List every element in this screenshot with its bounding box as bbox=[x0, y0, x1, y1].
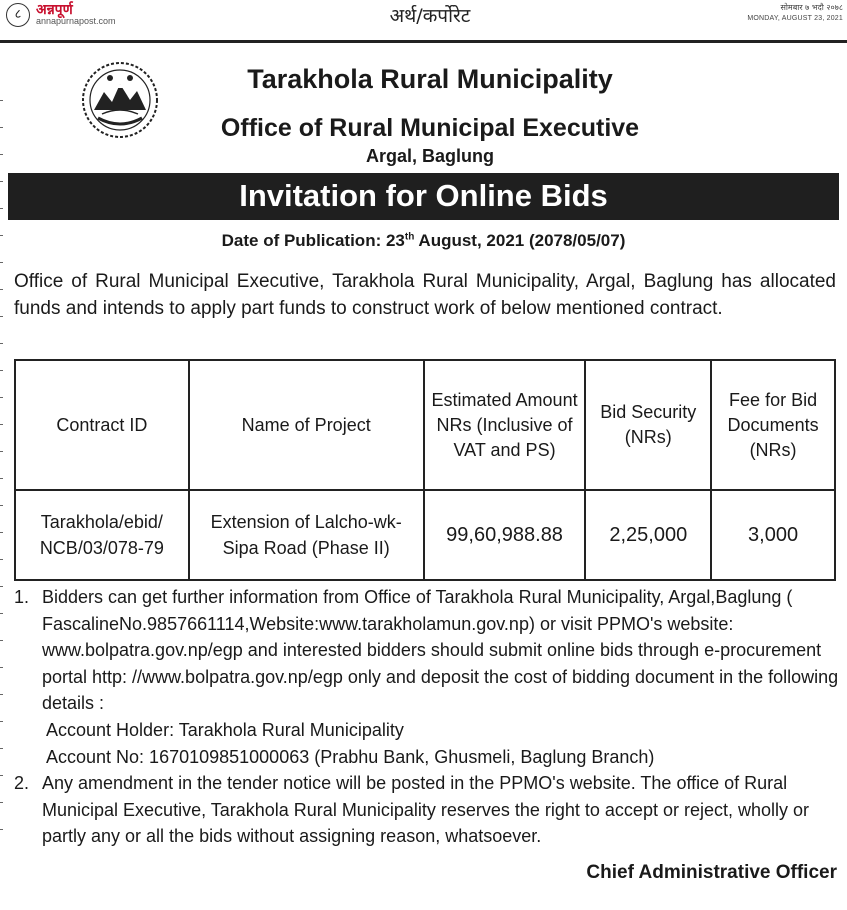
notice-title: Invitation for Online Bids bbox=[239, 178, 608, 213]
municipality-name: Tarakhola Rural Municipality bbox=[247, 64, 613, 94]
date-nepali: सोमबार ७ भदौ २०७८ bbox=[780, 3, 843, 12]
newspaper-brand[interactable]: अन्नपूर्ण bbox=[36, 2, 73, 18]
table-row bbox=[15, 490, 835, 580]
date-english: MONDAY, AUGUST 23, 2021 bbox=[747, 15, 843, 22]
section-title: अर्थ/कर्पोरेट bbox=[389, 5, 471, 27]
list-item bbox=[14, 584, 840, 770]
header-estimated-amount: Estimated Amount NRs (Inclusive of VAT and PS) bbox=[424, 360, 586, 490]
header-bid-fee: Fee for Bid Documents (NRs) bbox=[711, 360, 835, 490]
table-header-row bbox=[15, 360, 835, 490]
cell-bid-security: 2,25,000 bbox=[585, 490, 711, 580]
office-location: Argal, Baglung bbox=[365, 146, 494, 166]
account-number: Account No: 1670109851000063 (Prabhu Bank, Ghusmeli, Baglung Branch) bbox=[46, 746, 655, 767]
office-name: Office of Rural Municipal Executive bbox=[220, 114, 640, 142]
header-bid-security: Bid Security (NRs) bbox=[585, 360, 711, 490]
account-holder: Account Holder: Tarakhola Rural Municipality bbox=[46, 719, 404, 740]
page-number: ८ bbox=[6, 3, 30, 27]
header-contract-id: Contract ID bbox=[15, 360, 189, 490]
publication-date: Date of Publication: 23th August, 2021 (2078/05/07) bbox=[221, 231, 626, 250]
newspaper-masthead bbox=[0, 0, 847, 44]
header-project-name: Name of Project bbox=[189, 360, 424, 490]
note-number: 2. bbox=[14, 773, 30, 794]
cell-project-name: Extension of Lalcho-wk-Sipa Road (Phase II) bbox=[189, 490, 424, 580]
note-text: Any amendment in the tender notice will be posted in the PPMO's website. The office of Rural Municipal Executive, Tarakhola Rural Municipality reserves the right to accept or reject, wholly or partly any or all the bids without assigning reason, whatsoever. bbox=[42, 773, 810, 847]
list-item bbox=[14, 770, 840, 850]
signatory-title: Chief Administrative Officer bbox=[586, 862, 837, 883]
bid-table bbox=[14, 359, 836, 581]
notice-title-banner bbox=[8, 173, 839, 220]
cell-bid-fee: 3,000 bbox=[711, 490, 835, 580]
cell-contract-id: Tarakhola/ebid/ NCB/03/078-79 bbox=[15, 490, 189, 580]
margin-marks bbox=[0, 100, 6, 900]
note-number: 1. bbox=[14, 587, 30, 607]
note-text: Bidders can get further information from Office of Tarakhola Rural Municipality, Argal,Baglung ( FascalineNo.9857661114,Website:www.tarakholamun.gov.np) or visit PPMO's website: www.bolpatra.gov.np/egp and interested bidders should submit online bids through e-procurement portal http: //www.bolpatra.gov.np/egp only and deposit the cost of bidding document in the following details : bbox=[42, 587, 839, 714]
newspaper-url[interactable]: annapurnapost.com bbox=[36, 16, 116, 26]
intro-paragraph: Office of Rural Municipal Executive, Tarakhola Rural Municipality, Argal, Baglung has allocated funds and intends to apply part funds to construct work of below mentioned contract. bbox=[14, 271, 836, 319]
government-seal-icon bbox=[80, 58, 160, 142]
notes-list bbox=[14, 584, 840, 850]
cell-estimated-amount: 99,60,988.88 bbox=[424, 490, 586, 580]
masthead-divider bbox=[0, 40, 847, 43]
